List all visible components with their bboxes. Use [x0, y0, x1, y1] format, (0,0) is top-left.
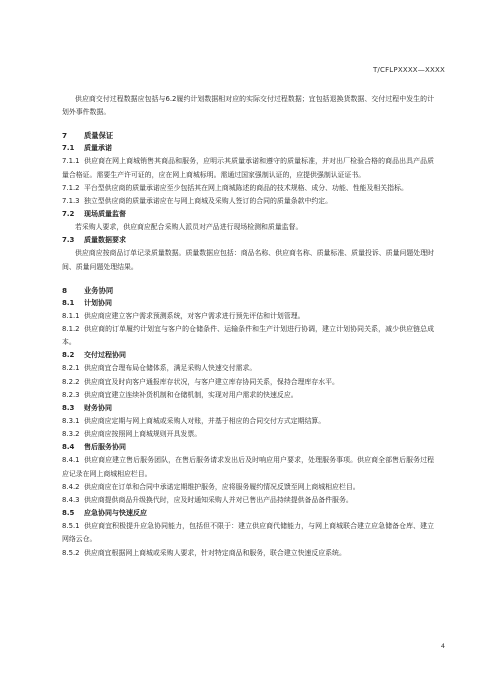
clause-number: 8.3.2: [62, 430, 80, 439]
clause-text: 质量承诺: [84, 144, 112, 153]
clause-number: 8.3.1: [62, 417, 80, 426]
spacer: [62, 274, 434, 284]
clause-text: 供应商应建立客户需求预测系统，对客户需求进行预先评估和计划管理。: [84, 311, 305, 320]
clause-number: 8.5.2: [62, 548, 80, 557]
clause-number: 8.2.1: [62, 364, 80, 373]
clause-text: 质量数据要求: [84, 236, 126, 245]
clause-text: 现场质量监督: [84, 210, 126, 219]
clause-number: 8.5.1: [62, 522, 80, 531]
clause-number: 8.4.3: [62, 496, 80, 505]
clause-paragraph: [62, 389, 434, 402]
clause-number: 8.3: [62, 404, 75, 413]
subsection-heading: [62, 402, 434, 415]
subsection-heading: [62, 507, 434, 520]
clause-paragraph: [62, 520, 434, 546]
clause-paragraph: [62, 362, 434, 375]
clause-paragraph: [62, 454, 434, 480]
clause-paragraph: [62, 247, 434, 273]
clause-text: 供应商的订单履约计划宜与客户的仓储条件、运输条件和生产计划进行协调，建立计划协同关系，减少供应链总成本。: [62, 325, 434, 347]
clause-text: 供应商宜及时向客户通报库存状况，与客户建立库存协同关系，保持合理库存水平。: [84, 377, 339, 386]
clause-number: 7.1.3: [62, 197, 80, 206]
subsection-heading: [62, 208, 434, 221]
clause-text: 独立型供应商的质量承诺应在与网上商城及采购人签订的合同的质量条款中约定。: [84, 197, 333, 206]
clause-paragraph: [62, 310, 434, 323]
document-body: [62, 93, 434, 560]
clause-text: 供应商宜合理布局仓储体系，满足采购人快速交付需求。: [84, 364, 257, 373]
clause-number: 8.4: [62, 443, 75, 452]
clause-paragraph: [62, 155, 434, 181]
clause-text: 供应商应在订单和合同中承诺定期维护服务，应将服务履约情况反馈至网上商城相应栏目。: [84, 482, 360, 491]
clause-number: 7.1: [62, 144, 75, 153]
clause-number: 8: [62, 285, 68, 295]
clause-text: 供应商宜积极提升应急协同能力，包括但不限于：建立供应商代储能力，与网上商城联合建立应急储备仓库、建立网络云仓。: [62, 522, 434, 544]
clause-text: 供应商应按照网上商城规则开具发票。: [84, 430, 202, 439]
clause-number: 7.2: [62, 210, 75, 219]
clause-number: 8.1.1: [62, 311, 80, 320]
clause-paragraph: [62, 547, 434, 560]
spacer: [62, 119, 434, 129]
clause-text: 交付过程协同: [84, 351, 126, 360]
clause-text: 供应商在网上商城销售其商品和服务，应明示其质量承诺和遵守的质量标准，并对出厂检验合格的商品出具产品质量合格证。需要生产许可证的，应在网上商城标明。需通过国家强制认证的，应提供强制认证证书。: [62, 157, 434, 179]
clause-paragraph: [62, 428, 434, 441]
clause-text: 供应商宜根据网上商城或采购人要求，针对特定商品和服务，联合建立快速反应系统。: [84, 548, 346, 557]
clause-number: 7.1.2: [62, 183, 80, 192]
clause-text: 应急协同与快速反应: [84, 509, 147, 518]
clause-number: 8.5: [62, 509, 75, 518]
clause-paragraph: [62, 415, 434, 428]
clause-number: 7.3: [62, 236, 75, 245]
clause-paragraph: [62, 182, 434, 195]
clause-number: 8.2.3: [62, 390, 80, 399]
clause-text: 供应商提供商品升级换代时，应及时通知采购人并对已售出产品持续提供备品备件服务。: [84, 496, 353, 505]
page-number: 4: [440, 642, 445, 650]
clause-text: 业务协同: [84, 285, 114, 295]
clause-paragraph: [62, 376, 434, 389]
clause-text: 供应商应按商品订单记录质量数据。质量数据应包括：商品名称、供应商名称、质量标准、质量投诉、质量问题处理时间、质量问题处理结果。: [62, 249, 434, 271]
clause-text: 供应商应定期与网上商城或采购人对账，并基于相应的合同交付方式定期结算。: [84, 417, 326, 426]
clause-paragraph: [62, 481, 434, 494]
subsection-heading: [62, 441, 434, 454]
clause-paragraph: [62, 221, 434, 234]
section-heading: [62, 284, 434, 297]
section-heading: [62, 129, 434, 142]
clause-number: 8.4.1: [62, 456, 80, 465]
clause-paragraph: [62, 93, 434, 119]
clause-paragraph: [62, 494, 434, 507]
clause-text: 计划协同: [84, 298, 112, 307]
document-code: T/CFLPXXXX—XXXX: [372, 66, 445, 74]
clause-text: 财务协同: [84, 404, 112, 413]
clause-number: 7.1.1: [62, 157, 80, 166]
clause-text: 平台型供应商的质量承诺应至少包括其在网上商城陈述的商品的技术规格、成分、功能、性能及相关指标。: [84, 183, 408, 192]
clause-number: 8.1: [62, 298, 75, 307]
subsection-heading: [62, 349, 434, 362]
clause-number: 8.2.2: [62, 377, 80, 386]
clause-text: 供应商交付过程数据应包括与6.2履约计划数据相对应的实际交付过程数据；宜包括退换货数据、交付过程中发生的计划外事件数据。: [62, 95, 434, 117]
clause-paragraph: [62, 195, 434, 208]
clause-text: 售后服务协同: [84, 443, 126, 452]
clause-text: 质量保证: [84, 131, 114, 141]
clause-number: 8.1.2: [62, 325, 80, 334]
clause-number: 7: [62, 131, 68, 141]
subsection-heading: [62, 234, 434, 247]
clause-text: 供应商宜建立连续补货机制和仓储机制，实现对用户需求的快速反应。: [84, 390, 298, 399]
clause-text: 若采购人要求，供应商应配合采购人派员对产品进行现场检测和质量监督。: [75, 223, 303, 232]
clause-number: 8.4.2: [62, 482, 80, 491]
clause-text: 供应商应建立售后服务团队，在售后服务请求发出后及时响应用户要求，处理服务事项。供应商全部售后服务过程应记录在网上商城相应栏目。: [62, 456, 434, 478]
clause-paragraph: [62, 323, 434, 349]
subsection-heading: [62, 142, 434, 155]
clause-number: 8.2: [62, 351, 75, 360]
subsection-heading: [62, 297, 434, 310]
